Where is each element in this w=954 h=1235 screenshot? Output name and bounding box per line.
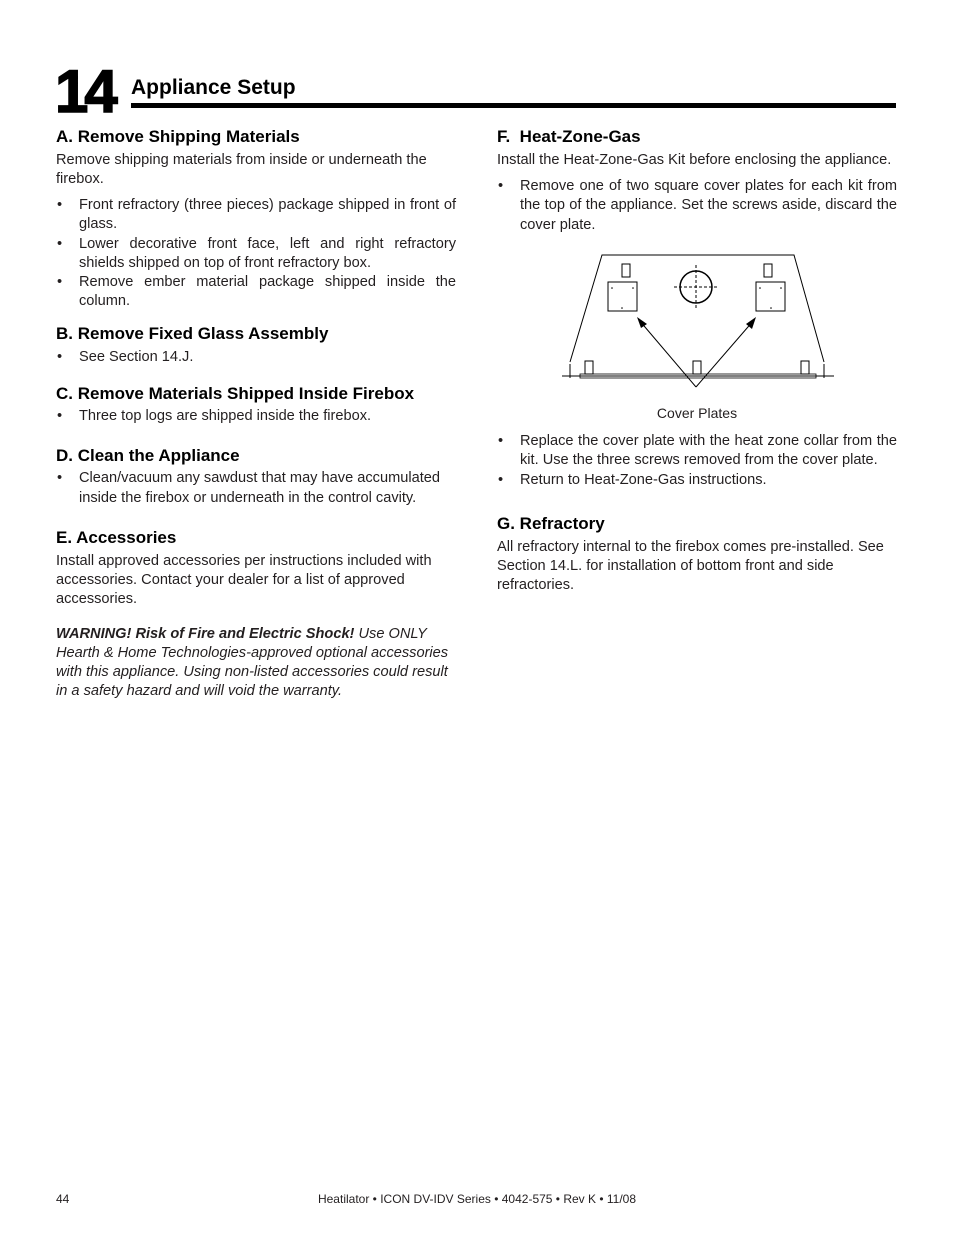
chapter-title: Appliance Setup (131, 76, 296, 99)
section-a-intro: Remove shipping materials from inside or underneath the firebox. (56, 152, 427, 187)
section-f-list-top (497, 177, 897, 235)
left-column (56, 126, 456, 701)
bracket (585, 361, 593, 374)
list-item: • Front refractory (three pieces) package shipped in front of glass. (56, 196, 456, 235)
cover-plate-right (756, 282, 785, 311)
list-item: • Return to Heat-Zone-Gas instructions. (497, 471, 897, 490)
section-a-heading: A. Remove Shipping Materials (56, 127, 300, 146)
section-e-text: Install approved accessories per instructions included with accessories. Contact your dealer for a list of approved accessories. (56, 552, 432, 607)
section-b-heading: B. Remove Fixed Glass Assembly (56, 323, 329, 343)
bracket (693, 361, 701, 374)
section-d-list (56, 469, 456, 508)
list-item: • Remove ember material package shipped inside the column. (56, 273, 456, 312)
right-column-lower (497, 432, 897, 595)
section-d-heading: D. Clean the Appliance (56, 446, 240, 466)
warning-text (56, 625, 456, 701)
list-item: • Lower decorative front face, left and right refractory shields shipped on top of front refractory box. (56, 235, 456, 274)
tab (764, 264, 772, 277)
list-item: • Three top logs are shipped inside the firebox. (56, 407, 456, 426)
section-g-heading: G. Refractory (497, 513, 605, 533)
section-f-list-bottom (497, 432, 897, 490)
section-a-list (56, 196, 456, 312)
page-number: 44 (56, 1192, 70, 1206)
section-c-heading: C. Remove Materials Shipped Inside Firebox (56, 384, 415, 404)
appliance-top-diagram (562, 252, 834, 392)
list-item: • Clean/vacuum any sawdust that may have accumulated inside the firebox or underneath in the control cavity. (56, 469, 456, 508)
list-item: • Remove one of two square cover plates for each kit from the top of the appliance. Set the screws aside, discard the cover plate. (497, 177, 897, 235)
section-g-text: All refractory internal to the firebox comes pre-installed. See Section 14.L. for installation of bottom front and side refractories. (497, 538, 884, 593)
section-f-heading: F. Heat-Zone-Gas (497, 127, 641, 146)
section-e-heading: E. Accessories (56, 527, 177, 547)
section-b-list (56, 348, 456, 367)
list-item: • Replace the cover plate with the heat zone collar from the kit. Use the three screws removed from the cover plate. (497, 432, 897, 471)
warning-body: Use ONLY Hearth & Home Technologies-approved optional accessories with this appliance. Using non-listed accessories could result in a safety hazard and will void the warranty. (56, 625, 449, 699)
chapter-number: 14 (55, 58, 114, 125)
section-c-list (56, 407, 456, 426)
figure-caption: Cover Plates (656, 405, 738, 421)
tab (622, 264, 630, 277)
list-item: • See Section 14.J. (56, 348, 456, 367)
cover-plate-left (608, 282, 637, 311)
chapter-title-rule (131, 103, 896, 108)
section-f-intro: Install the Heat-Zone-Gas Kit before enclosing the appliance. (497, 152, 892, 168)
bracket (801, 361, 809, 374)
warning-label: WARNING! Risk of Fire and Electric Shock! (56, 625, 355, 642)
right-column (497, 126, 897, 235)
footer-doc-info: Heatilator • ICON DV-IDV Series • 4042-575 • Rev K • 11/08 (317, 1192, 637, 1206)
